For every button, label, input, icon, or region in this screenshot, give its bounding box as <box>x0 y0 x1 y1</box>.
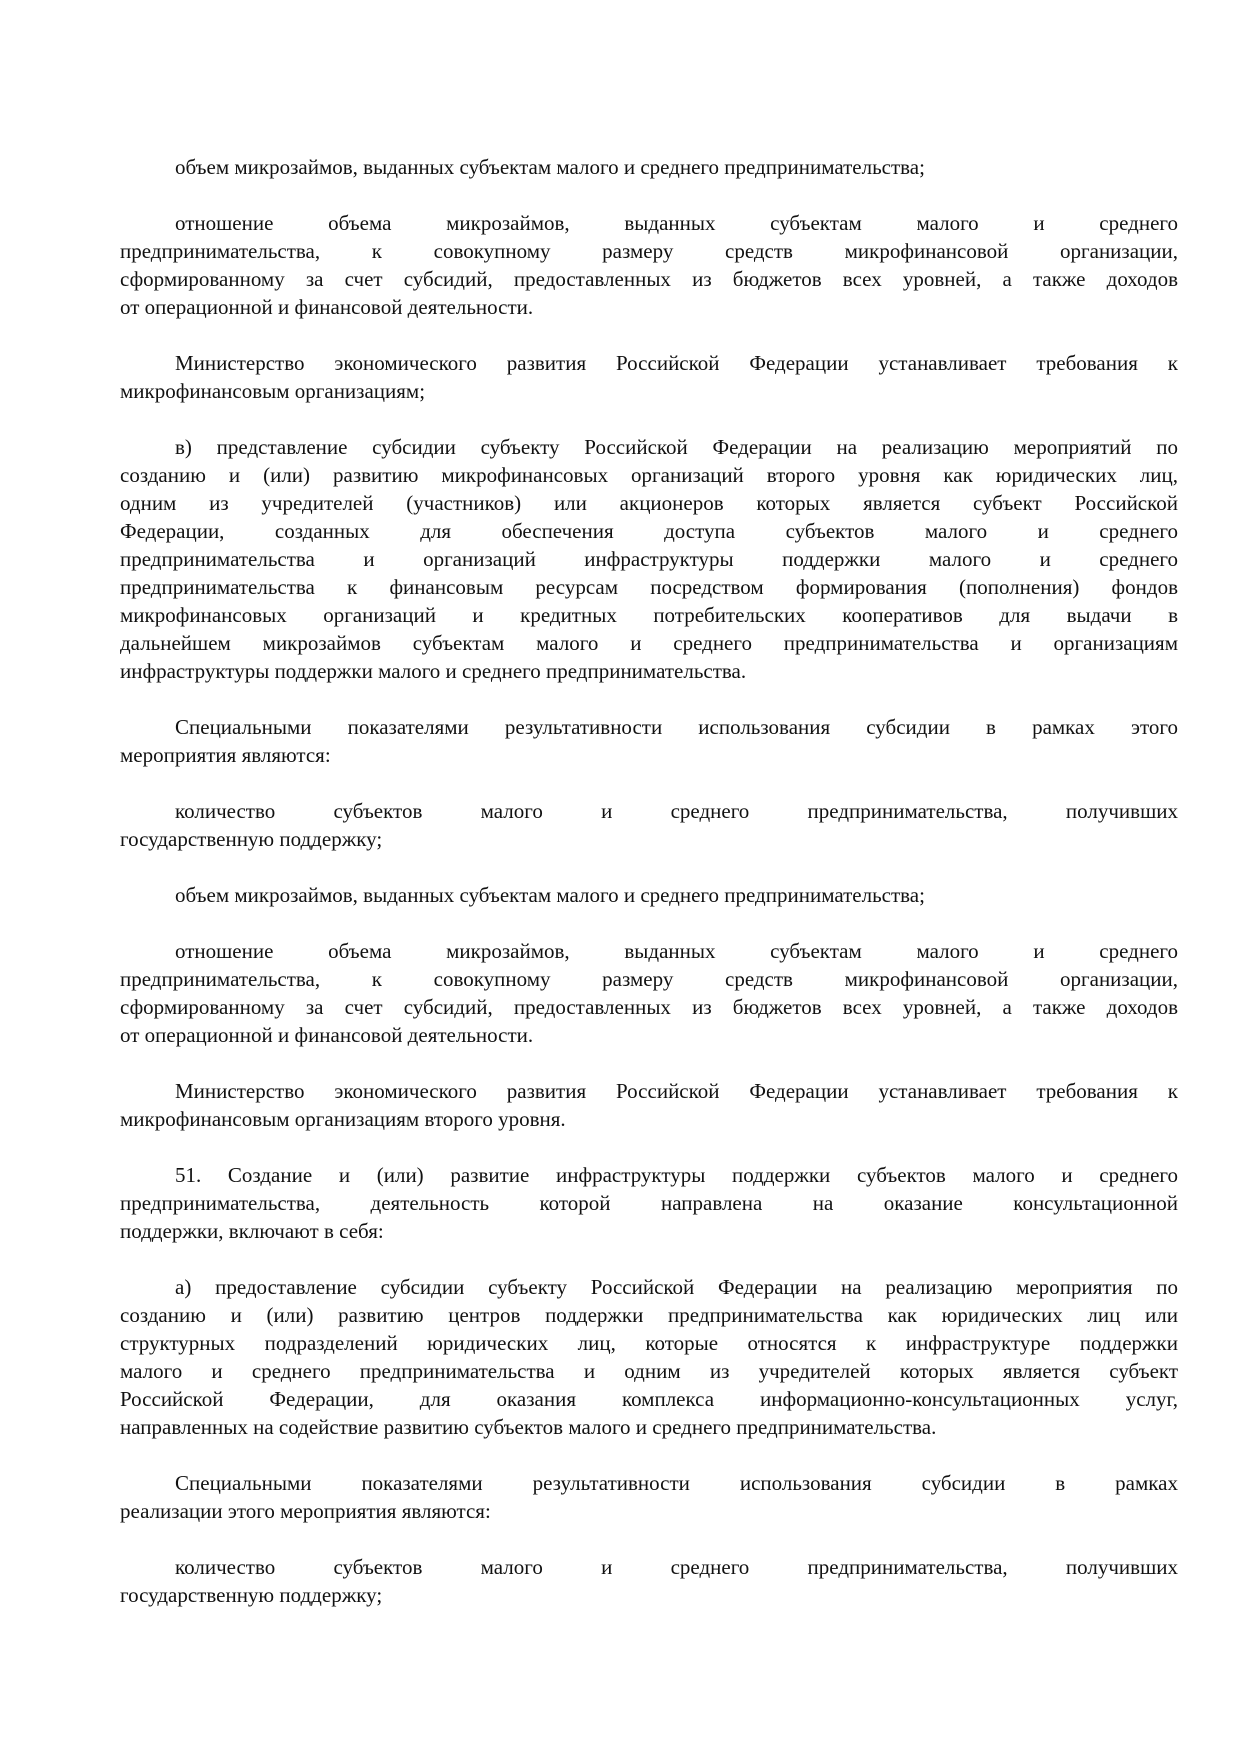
text-line: микрофинансовым организациям; <box>120 379 426 403</box>
text-line: предпринимательства, к совокупному размеру средств микрофинансовой организации, <box>120 967 1178 991</box>
text-line: объем микрозаймов, выданных субъектам малого и среднего предпринимательства; <box>175 883 925 907</box>
paragraph <box>120 797 1178 853</box>
text-line: созданию и (или) развитию микрофинансовых организаций второго уровня как юридических лиц, <box>120 463 1178 487</box>
text-line: сформированному за счет субсидий, предоставленных из бюджетов всех уровней, а также доходов <box>120 995 1178 1019</box>
text-line: отношение объема микрозаймов, выданных субъектам малого и среднего <box>175 939 1178 963</box>
text-line: мероприятия являются: <box>120 743 331 767</box>
text-line: объем микрозаймов, выданных субъектам малого и среднего предпринимательства; <box>175 155 925 179</box>
text-line: Специальными показателями результативности использования субсидии в рамках <box>175 1471 1178 1495</box>
text-line: микрофинансовых организаций и кредитных потребительских кооперативов для выдачи в <box>120 603 1178 627</box>
text-line: малого и среднего предпринимательства и одним из учредителей которых является субъект <box>120 1359 1178 1383</box>
paragraph <box>120 1273 1178 1441</box>
text-line: Министерство экономического развития Российской Федерации устанавливает требования к <box>175 1079 1178 1103</box>
text-line: сформированному за счет субсидий, предоставленных из бюджетов всех уровней, а также доходов <box>120 267 1178 291</box>
paragraph <box>120 713 1178 769</box>
text-line: 51. Создание и (или) развитие инфраструктуры поддержки субъектов малого и среднего <box>175 1163 1178 1187</box>
text-line: в) представление субсидии субъекту Российской Федерации на реализацию мероприятий по <box>175 435 1178 459</box>
text-line: Специальными показателями результативности использования субсидии в рамках этого <box>175 715 1178 739</box>
paragraph <box>120 433 1178 685</box>
text-line: от операционной и финансовой деятельности. <box>120 1023 534 1047</box>
text-line: предпринимательства и организаций инфраструктуры поддержки малого и среднего <box>120 547 1178 571</box>
text-line: предпринимательства, деятельность которой направлена на оказание консультационной <box>120 1191 1178 1215</box>
text-line: микрофинансовым организациям второго уровня. <box>120 1107 566 1131</box>
paragraph <box>120 1161 1178 1245</box>
paragraph <box>120 937 1178 1049</box>
paragraph <box>120 349 1178 405</box>
text-line: а) предоставление субсидии субъекту Российской Федерации на реализацию мероприятия по <box>175 1275 1178 1299</box>
text-line: Министерство экономического развития Российской Федерации устанавливает требования к <box>175 351 1178 375</box>
document-page <box>120 153 1178 1637</box>
text-line: Российской Федерации, для оказания комплекса информационно-консультационных услуг, <box>120 1387 1178 1411</box>
text-line: инфраструктуры поддержки малого и среднего предпринимательства. <box>120 659 747 683</box>
text-line: отношение объема микрозаймов, выданных субъектам малого и среднего <box>175 211 1178 235</box>
text-line: созданию и (или) развитию центров поддержки предпринимательства как юридических лиц или <box>120 1303 1178 1327</box>
text-line: количество субъектов малого и среднего предпринимательства, получивших <box>175 799 1178 823</box>
text-line: структурных подразделений юридических лиц, которые относятся к инфраструктуре поддержки <box>120 1331 1178 1355</box>
text-line: дальнейшем микрозаймов субъектам малого и среднего предпринимательства и организациям <box>120 631 1178 655</box>
paragraph <box>120 209 1178 321</box>
paragraph <box>120 1553 1178 1609</box>
text-line: Федерации, созданных для обеспечения доступа субъектов малого и среднего <box>120 519 1178 543</box>
text-line: государственную поддержку; <box>120 1583 383 1607</box>
text-line: количество субъектов малого и среднего предпринимательства, получивших <box>175 1555 1178 1579</box>
paragraph <box>120 1077 1178 1133</box>
paragraph <box>120 1469 1178 1525</box>
text-line: направленных на содействие развитию субъектов малого и среднего предпринимательства. <box>120 1415 937 1439</box>
paragraph <box>120 881 1178 909</box>
text-line: предпринимательства, к совокупному размеру средств микрофинансовой организации, <box>120 239 1178 263</box>
text-line: реализации этого мероприятия являются: <box>120 1499 491 1523</box>
text-line: государственную поддержку; <box>120 827 383 851</box>
text-line: предпринимательства к финансовым ресурсам посредством формирования (пополнения) фондов <box>120 575 1178 599</box>
text-line: от операционной и финансовой деятельности. <box>120 295 534 319</box>
paragraph <box>120 153 1178 181</box>
text-line: одним из учредителей (участников) или акционеров которых является субъект Российской <box>120 491 1178 515</box>
text-line: поддержки, включают в себя: <box>120 1219 384 1243</box>
